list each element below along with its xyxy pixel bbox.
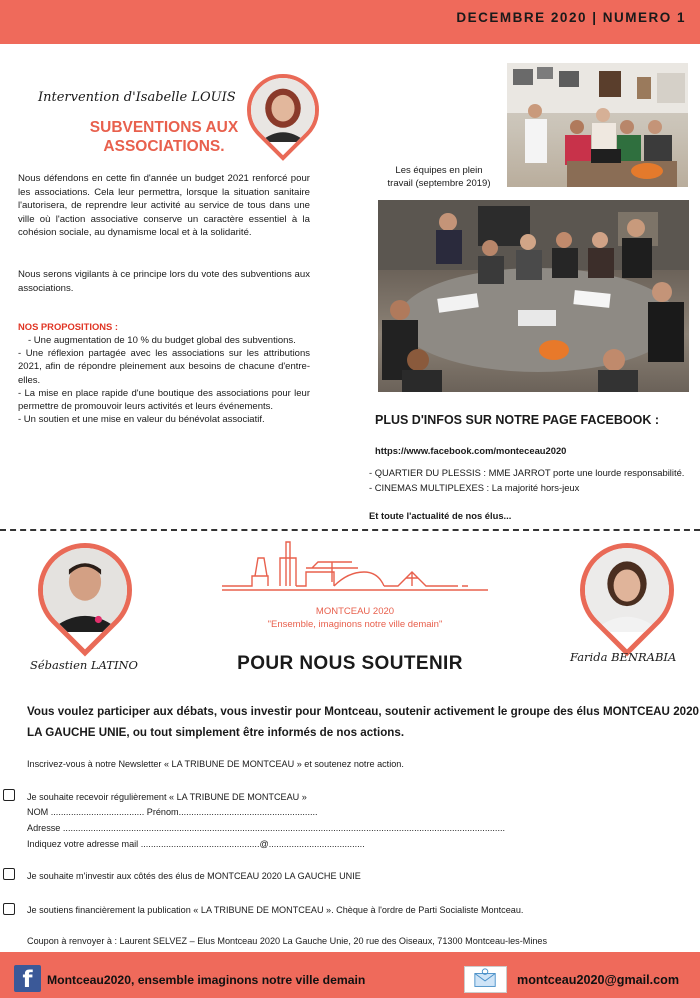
email-icon[interactable] <box>464 966 507 993</box>
brand-block <box>222 606 488 631</box>
issue-label: DECEMBRE 2020 | NUMERO 1 <box>456 10 686 25</box>
montceau-skyline-logo <box>222 538 488 602</box>
checkbox-financial-support[interactable] <box>3 903 15 915</box>
facebook-url-link[interactable]: https://www.facebook.com/monteceau2020 <box>375 445 567 456</box>
portrait-sebastien <box>43 548 127 632</box>
nom-prenom-field[interactable]: NOM ..................................... Prénom....................................................... <box>27 807 318 817</box>
coupon-address: Coupon à renvoyer à : Laurent SELVEZ – Elus Montceau 2020 La Gauche Unie, 20 rue des Oiseaux, 71300 Montceau-les-Mines <box>27 936 547 946</box>
checkbox-invest[interactable] <box>3 868 15 880</box>
portrait-farida <box>585 548 669 632</box>
person-name-right: Farida BENRABIA <box>570 650 677 664</box>
footer-email-link[interactable]: montceau2020@gmail.com <box>517 973 680 987</box>
dashed-divider <box>0 529 700 531</box>
photo-caption: Les équipes en plein travail (septembre 2019) <box>387 165 491 189</box>
article-byline: Intervention d'Isabelle LOUIS <box>38 90 236 105</box>
newsletter-invite: Inscrivez-vous à notre Newsletter « LA TRIBUNE DE MONTCEAU » et soutenez notre action. <box>27 759 404 769</box>
support-heading: POUR NOUS SOUTENIR <box>237 653 463 674</box>
proposals-heading: NOS PROPOSITIONS : <box>18 321 119 332</box>
news-list <box>369 466 684 495</box>
option-newsletter-label: Je souhaite recevoir régulièrement « LA TRIBUNE DE MONTCEAU » <box>27 792 307 802</box>
support-intro: Vous voulez participer aux débats, vous investir pour Montceau, soutenir activement le groupe des élus MONTCEAU 2020 LA GAUCHE UNIE, ou tout simplement être informés de nos actions. <box>27 705 699 739</box>
proposal-item: - Une réflexion partagée avec les associations sur les attributions 2021, afin de répondre pleinement aux besoins de chacune d'entre-elles. <box>18 348 310 386</box>
portrait-isabelle <box>251 78 315 142</box>
proposal-item: - Une augmentation de 10 % du budget global des subventions. <box>28 335 296 346</box>
article-paragraph-2: Nous serons vigilants à ce principe lors du vote des subventions aux associations. <box>18 269 310 294</box>
news-item: - QUARTIER DU PLESSIS : MME JARROT porte une lourde responsabilité. <box>369 467 685 478</box>
proposals-list <box>18 334 310 426</box>
checkbox-newsletter[interactable] <box>3 789 15 801</box>
facebook-heading: PLUS D'INFOS SUR NOTRE PAGE FACEBOOK : <box>375 413 660 427</box>
option-financial-label: Je soutiens financièrement la publication « LA TRIBUNE DE MONTCEAU ». Chèque à l'ordre de Parti Socialiste Montceau. <box>27 905 524 915</box>
option-invest-label: Je souhaite m'investir aux côtés des élus de MONTCEAU 2020 LA GAUCHE UNIE <box>27 871 361 881</box>
adresse-field[interactable]: Adresse ............................................................................................................................................................................... <box>27 823 506 833</box>
email-field[interactable]: Indiquez votre adresse mail ...............................................@...................................... <box>27 839 365 849</box>
team-photo-large <box>378 200 689 392</box>
brand-slogan: "Ensemble, imaginons notre ville demain" <box>267 618 443 630</box>
facebook-icon[interactable]: f <box>14 965 41 992</box>
news-item: - CINEMAS MULTIPLEXES : La majorité hors-jeux <box>369 481 580 493</box>
article-title: SUBVENTIONS AUX ASSOCIATIONS. <box>89 119 239 155</box>
person-name-left: Sébastien LATINO <box>30 658 138 672</box>
more-news-text: Et toute l'actualité de nos élus... <box>369 510 512 521</box>
portrait-pin-farida <box>561 524 694 657</box>
proposal-item: - La mise en place rapide d'une boutique des associations pour leur permettre de promouvoir leurs activités et leurs événements. <box>18 387 310 413</box>
footer-facebook-text[interactable]: Montceau2020, ensemble imaginons notre ville demain <box>47 973 366 987</box>
portrait-pin-sebastien <box>19 524 152 657</box>
proposal-item: - Un soutien et une mise en valeur du bénévolat associatif. <box>18 414 265 426</box>
team-photo-small <box>507 63 688 187</box>
brand-name: MONTCEAU 2020 <box>315 606 395 617</box>
article-paragraph-1: Nous défendons en cette fin d'année un budget 2021 renforcé pour les associations. Cela leur permettra, lorsque la situation sanitaire l'autorisera, de reprendre leur activité au service de tous dans une ville où l'action associative conserve un caractère essentiel à la cohésion sociale, au dynamisme local et à la solidarité. <box>18 173 310 239</box>
